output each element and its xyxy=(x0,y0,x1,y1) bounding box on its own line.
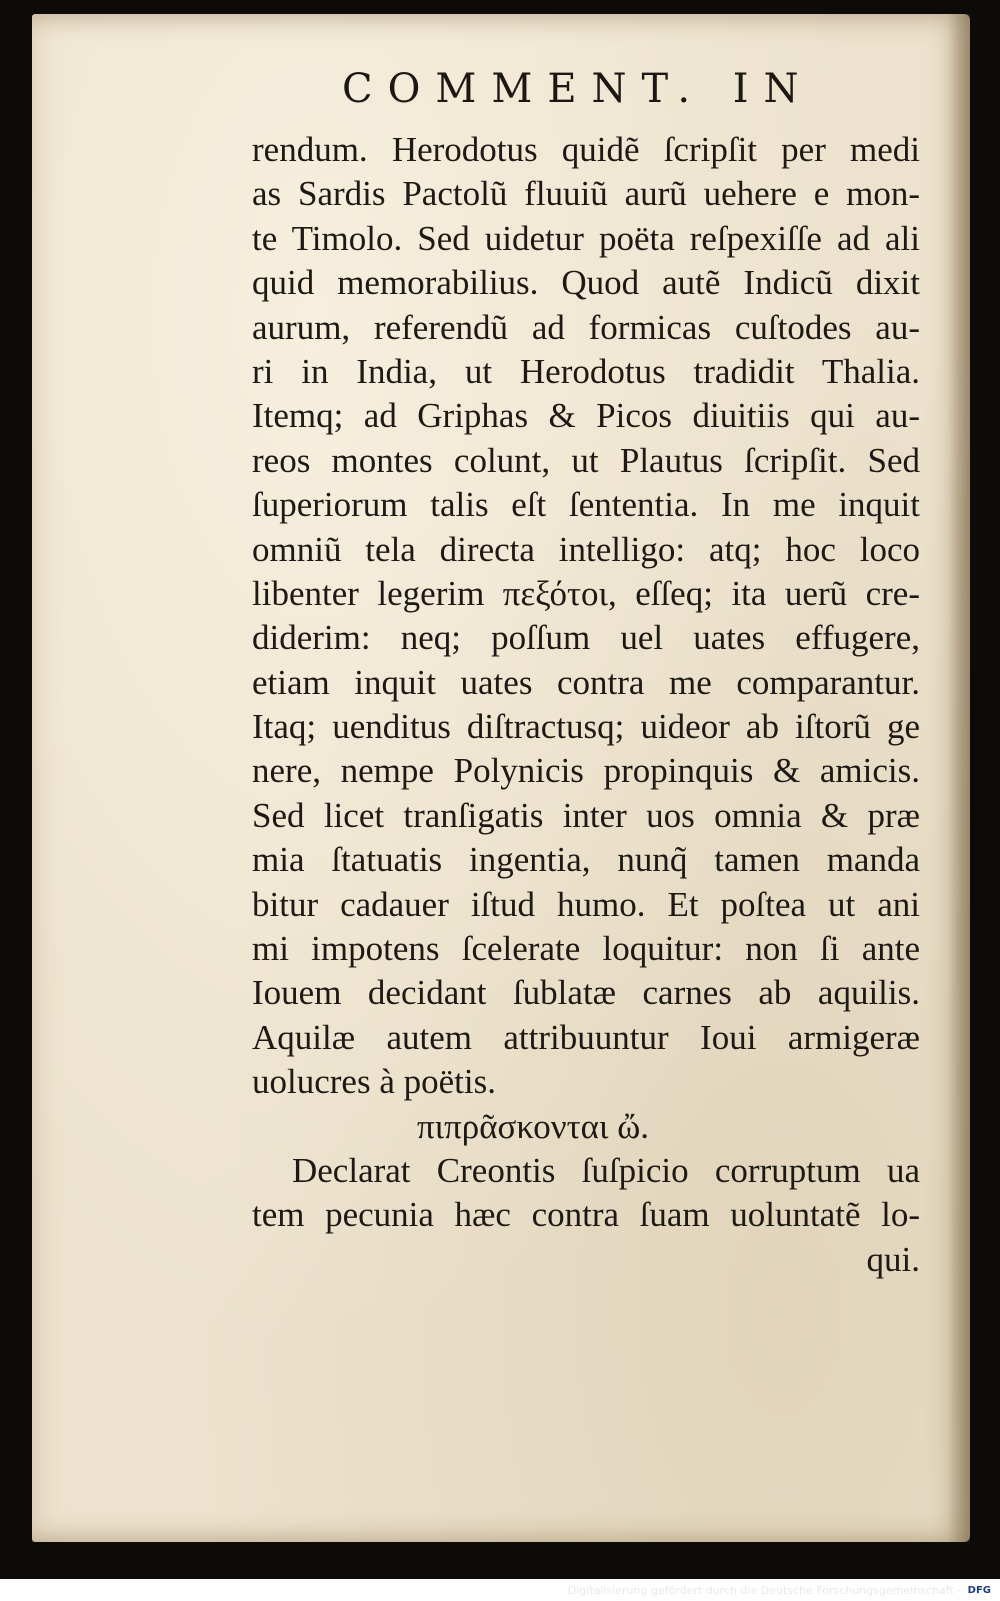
text-line: Itaq; uenditus diſtractusq; uideor ab iſtorũ ge xyxy=(252,707,920,747)
text-line: Sed licet tranſigatis inter uos omnia & præ xyxy=(252,795,920,835)
text-line: Declarat Creontis ſuſpicio corruptum ua xyxy=(292,1150,920,1190)
digitization-credit xyxy=(568,1584,994,1597)
text-line: ſuperiorum talis eſt ſententia. In me inquit xyxy=(252,485,920,525)
text-line: mi impotens ſcelerate loquitur: non ſi ante xyxy=(252,929,920,969)
greek-lemma: πιπρᾶσκονται ὤ. xyxy=(417,1106,649,1146)
text-line: etiam inquit uates contra me comparantur. xyxy=(252,662,920,702)
commentary-text xyxy=(252,128,920,1282)
text-line: te Timolo. Sed uidetur poëta reſpexiſſe ad ali xyxy=(252,218,920,258)
text-line: aurum, referendũ ad formicas cuſtodes au- xyxy=(252,307,920,347)
text-line: Aquilæ autem attribuuntur Ioui armigeræ xyxy=(252,1017,920,1057)
book-page xyxy=(32,14,970,1542)
text-line: quid memorabilius. Quod autẽ Indicũ dixit xyxy=(252,263,920,303)
text-line: Itemq; ad Griphas & Picos diuitiis qui au- xyxy=(252,396,920,436)
text-line: diderim: neq; poſſum uel uates effugere, xyxy=(252,618,920,658)
text-line: mia ſtatuatis ingentia, nunq̃ tamen manda xyxy=(252,840,920,880)
text-line: rendum. Herodotus quidẽ ſcripſit per medi xyxy=(252,130,920,169)
text-line: ri in India, ut Herodotus tradidit Thalia. xyxy=(252,351,920,391)
dfg-logo: DFG xyxy=(965,1584,994,1597)
text-line: bitur cadauer iſtud humo. Et poſtea ut ani xyxy=(252,884,920,924)
text-line: Iouem decidant ſublatæ carnes ab aquilis. xyxy=(252,973,920,1013)
catchword: qui. xyxy=(866,1239,920,1279)
credit-text: Digitalisierung gefördert durch die Deutsche Forschungsgemeinschaft · xyxy=(567,1584,961,1597)
text-line: uolucres à poëtis. xyxy=(252,1062,496,1102)
text-line: nere, nempe Polynicis propinquis & amicis. xyxy=(252,751,920,791)
text-line: tem pecunia hæc contra ſuam uoluntatẽ lo- xyxy=(252,1195,920,1235)
text-line: libenter legerim πεξότοι, eſſeq; ita uerũ cre- xyxy=(252,573,920,613)
text-line: reos montes colunt, ut Plautus ſcripſit. Sed xyxy=(252,440,920,480)
text-line: omniũ tela directa intelligo: atq; hoc loco xyxy=(252,529,920,569)
running-head: COMMENT. IN xyxy=(342,66,814,112)
text-line: as Sardis Pactolũ fluuiũ aurũ uehere e mon- xyxy=(252,174,920,214)
page-gutter-shadow xyxy=(948,14,970,1542)
